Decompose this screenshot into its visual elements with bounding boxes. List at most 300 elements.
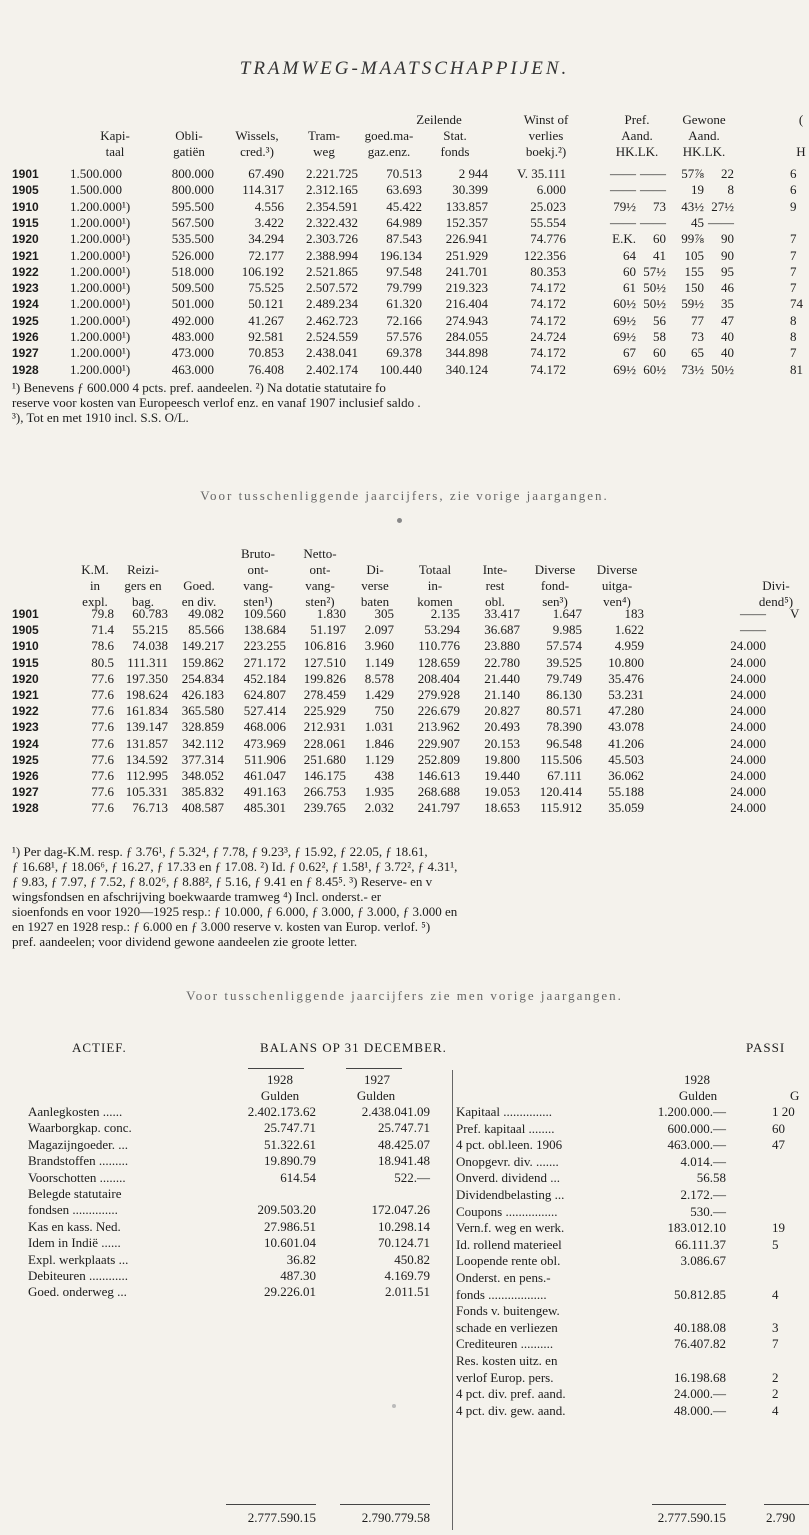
table-cell: 76.713 (132, 800, 168, 816)
table-cell: 2.388.994 (306, 247, 358, 263)
table-cell: 74 (790, 296, 803, 312)
table-cell: 76.408 (248, 361, 284, 377)
table-cell: 49.082 (188, 606, 224, 621)
table-cell: 24.724 (530, 329, 566, 344)
table-cell: 1928 (12, 362, 39, 377)
liability-value-1927: 2 (772, 1369, 779, 1385)
table-cell: 1928 (12, 801, 39, 816)
table-cell: 70.853 (248, 345, 284, 361)
liability-label: 4 pct. div. gew. aand. (456, 1402, 566, 1418)
table-cell: 161.834 (125, 703, 168, 719)
table-cell: 73 (691, 329, 704, 344)
liability-label: Fonds v. buitengew. (456, 1303, 560, 1319)
column-header-totaal: Totaal (418, 562, 452, 577)
actief-heading: ACTIEF. (72, 1040, 127, 1055)
gulden-left-1928: Gulden (260, 1088, 300, 1103)
table-cell: 22.780 (484, 654, 520, 670)
table-cell: 9.985 (552, 622, 582, 638)
table-cell: 348.052 (181, 768, 224, 783)
column-header-totaal: komen (417, 594, 453, 609)
table-cell: 6 (790, 182, 797, 198)
table-cell: 60 (653, 231, 666, 247)
table-cell: 2.135 (430, 606, 460, 621)
column-header-wissels: cred.³) (240, 144, 274, 159)
liability-value-1927: 3 (772, 1319, 779, 1335)
table-cell: —— (610, 166, 636, 181)
table-cell: 2.097 (364, 622, 394, 638)
table-cell: 85.566 (188, 622, 224, 638)
table-cell: 41.206 (608, 735, 644, 751)
table-cell: 1927 (12, 785, 39, 800)
total-rule (226, 1504, 316, 1505)
footnote-line: ƒ 9.83, ƒ 7.97, ƒ 7.52, ƒ 8.02⁶, ƒ 8.88², ƒ 5.16, ƒ 9.41 en ƒ 8.45⁵. ³) Reserve- en v (12, 874, 433, 889)
liability-label: Coupons ................ (456, 1203, 558, 1219)
table-cell: —— (708, 214, 734, 230)
table-cell: 279.928 (417, 687, 460, 702)
table-cell: 45.503 (608, 751, 644, 767)
liability-label: Onopgevr. div. ....... (456, 1153, 559, 1169)
table-cell: 1.200.000¹) (70, 231, 131, 247)
liability-label: Dividendbelasting ... (456, 1187, 565, 1202)
asset-value-1927: 450.82 (394, 1251, 430, 1267)
liability-value-1928: 16.198.68 (674, 1369, 726, 1385)
table-cell: 106.192 (241, 263, 284, 279)
table-cell: 74.172 (530, 280, 566, 296)
column-header-cut: H (796, 144, 806, 159)
table-cell: 96.548 (546, 735, 582, 751)
table-cell: 41.267 (248, 312, 284, 328)
liability-value-1927: 47 (772, 1137, 785, 1153)
table-cell: 50½ (643, 280, 666, 296)
table-cell: 342.112 (182, 735, 224, 751)
total-left-1928: 2.777.590.15 (247, 1510, 316, 1525)
table-cell: 71.4 (91, 622, 114, 638)
table-cell: 72.177 (248, 247, 284, 263)
table-cell: 159.862 (181, 654, 224, 670)
table-cell: 223.255 (243, 638, 286, 654)
table-cell: 149.217 (181, 638, 224, 654)
table-cell: 19 (691, 182, 704, 198)
column-header-tramweg: weg (313, 144, 335, 159)
liability-value-1928: 463.000.— (667, 1137, 726, 1153)
table-cell: 74.038 (132, 638, 168, 654)
column-header-goed: en div. (181, 594, 217, 609)
table-row (0, 329, 809, 345)
table-cell: 86.130 (546, 687, 582, 702)
column-header-uitga: Diverse (596, 562, 638, 577)
table-cell: 34.294 (248, 231, 284, 247)
table-cell: 122.356 (523, 247, 566, 263)
liability-value-1928: 40.188.08 (674, 1319, 726, 1335)
table-cell: 24.000 (730, 800, 766, 816)
table-cell: 2.521.865 (306, 263, 358, 279)
asset-value-1927: 522.— (394, 1169, 430, 1185)
table-cell: 527.414 (243, 703, 286, 719)
asset-value-1928: 27.986.51 (264, 1218, 316, 1234)
column-header-reizigers: gers en (124, 578, 162, 593)
table-cell: 485.301 (243, 800, 286, 816)
table-cell: 97.548 (386, 263, 422, 279)
asset-label: Aanlegkosten ...... (28, 1104, 123, 1119)
table-cell: 2.303.726 (306, 231, 358, 247)
table-cell: 47.280 (608, 703, 644, 719)
table-cell: 595.500 (171, 198, 214, 214)
table-cell: 535.500 (171, 231, 214, 247)
column-header-reizigers: Reizi- (127, 562, 159, 577)
table-cell: —— (640, 214, 666, 230)
asset-label: Belegde statutaire (28, 1186, 122, 1201)
table-cell: 120.414 (539, 784, 582, 800)
footnote-line: pref. aandeelen; voor dividend gewone aandeelen zie groote letter. (12, 934, 358, 949)
table-cell: 146.613 (417, 768, 460, 783)
table-cell: 24.000 (730, 768, 766, 783)
table-cell: 1922 (12, 704, 39, 719)
table-row (0, 280, 809, 296)
table-cell: —— (610, 214, 636, 230)
table-cell: 8 (727, 182, 734, 198)
table-cell: 155 (684, 263, 704, 279)
table-cell: 1.830 (316, 606, 346, 621)
asset-value-1928: 29.226.01 (264, 1284, 316, 1300)
total-right-1928: 2.777.590.15 (657, 1510, 726, 1525)
table-cell: 57.574 (546, 638, 582, 654)
column-header-diverse: baten (360, 594, 390, 609)
table-cell: 2.402.174 (306, 361, 358, 377)
table-cell: 2.322.432 (306, 214, 358, 230)
liability-label: Onderst. en pens.- (456, 1270, 551, 1285)
column-header-kapitaal: taal (105, 144, 125, 159)
table-cell: 6.000 (536, 182, 566, 198)
table-cell: 63.693 (386, 182, 422, 198)
column-header-km: K.M. (81, 562, 109, 577)
column-header-gewone: HK.LK. (682, 144, 726, 159)
table-cell: 252.809 (417, 751, 460, 767)
table-cell: 99⅞ (681, 231, 704, 247)
table-cell: 501.000 (171, 296, 214, 312)
liability-value-1928: 530.— (690, 1203, 726, 1219)
asset-value-1927: 2.438.041.09 (361, 1104, 430, 1119)
table-cell: 87.543 (386, 231, 422, 247)
footnote-line: ¹) Benevens ƒ 600.000 4 pcts. pref. aandeelen. ²) Na dotatie statutaire fo (12, 380, 386, 395)
table-cell: 800.000 (171, 182, 214, 198)
center-divider (452, 1070, 453, 1530)
table-row (0, 638, 809, 654)
table-cell: 2.312.165 (306, 182, 358, 198)
gulden-right-1928: Gulden (678, 1088, 718, 1103)
liability-value-1927: 1 20 (772, 1104, 795, 1119)
table-cell: 1.200.000¹) (70, 214, 131, 230)
table-cell: 92.581 (248, 329, 284, 344)
table-cell: 196.134 (379, 247, 422, 263)
column-header-bruto: Bruto- (241, 546, 275, 561)
column-header-winst: verlies (528, 128, 564, 143)
table-cell: 43.078 (608, 719, 644, 735)
liability-label: schade en verliezen (456, 1319, 558, 1335)
liability-value-1928: 2.172.— (680, 1187, 726, 1202)
asset-label: fondsen .............. (28, 1202, 118, 1218)
table-cell: 2.489.234 (306, 296, 358, 312)
table-cell: 50½ (643, 296, 666, 312)
table-cell: 56 (653, 312, 666, 328)
table-cell: 473.000 (171, 345, 214, 361)
table-cell: 1920 (12, 232, 39, 247)
table-cell: 134.592 (125, 751, 168, 767)
table-cell: 40 (721, 345, 734, 361)
column-header-bruto: ont- (247, 562, 269, 577)
column-header-goed: gaz.enz. (367, 144, 411, 159)
liability-value-1927: 5 (772, 1236, 779, 1252)
liability-label: Id. rollend materieel (456, 1236, 562, 1252)
table-cell: 800.000 (171, 166, 214, 181)
table-cell: 241.701 (445, 263, 488, 279)
table-cell: 483.000 (171, 329, 214, 344)
table-cell: 365.580 (181, 703, 224, 719)
table-cell: 3.960 (364, 638, 394, 654)
table-cell: 27½ (711, 198, 734, 214)
column-header-reizigers: bag. (131, 594, 155, 609)
asset-value-1928: 51.322.61 (264, 1136, 316, 1152)
liability-label: 4 pct. div. pref. aand. (456, 1386, 566, 1402)
table-cell: 90 (721, 247, 734, 263)
column-header-netto: Netto- (303, 546, 337, 561)
table-cell: 77.6 (91, 687, 114, 702)
liability-label: verlof Europ. pers. (456, 1369, 554, 1385)
table-cell: 128.659 (417, 654, 460, 670)
year-1928-right: 1928 (684, 1072, 710, 1087)
table-cell: 112.995 (126, 768, 168, 783)
table-cell: 452.184 (243, 670, 286, 686)
column-header-fond: fond- (540, 578, 570, 593)
liability-label: 4 pct. obl.leen. 1906 (456, 1137, 563, 1153)
table-cell: 241.797 (417, 800, 460, 816)
table-cell: 55.215 (132, 622, 168, 638)
column-header-interest: obl. (485, 594, 505, 609)
table-cell: 284.055 (445, 329, 488, 344)
table-cell: 90 (721, 231, 734, 247)
column-header-zeilende: Zeilende (416, 112, 462, 127)
table-cell: 30.399 (452, 182, 488, 198)
column-header-winst: boekj.²) (525, 144, 567, 159)
passief-heading: PASSI (746, 1040, 786, 1055)
table-cell: 21.140 (484, 687, 520, 702)
table-cell: 109.560 (243, 606, 286, 621)
table-cell: 226.679 (417, 703, 460, 719)
liability-value-1927: 4 (772, 1286, 779, 1302)
table-cell: 24.000 (730, 654, 766, 670)
table-cell: 226.941 (445, 231, 488, 247)
liability-value-1928: 66.111.37 (674, 1236, 726, 1252)
table-cell: 8 (790, 312, 797, 328)
column-header-totaal: in- (427, 578, 443, 593)
ornament-dot (392, 1404, 396, 1408)
table-row (0, 800, 809, 816)
table-cell: 19.053 (484, 784, 520, 800)
gulden-right-1927: G (790, 1088, 800, 1103)
table-cell: 58 (653, 329, 666, 344)
table-cell: 1.622 (614, 622, 644, 638)
table-cell: 624.807 (243, 687, 286, 702)
table-cell: 219.323 (445, 280, 488, 296)
operations-table (0, 530, 809, 840)
table-cell: 150 (684, 280, 704, 296)
table-cell: 1922 (12, 264, 39, 279)
footnote-line: ³), Tot en met 1910 incl. S.S. O/L. (12, 410, 189, 425)
table-row (0, 231, 809, 247)
table-cell: 24.000 (730, 703, 766, 719)
table-cell: 133.857 (445, 198, 488, 214)
table-cell: 67.490 (248, 166, 284, 181)
table-cell: 750 (374, 703, 394, 719)
table-cell: 1.200.000¹) (70, 312, 131, 328)
table-cell: 115.912 (540, 800, 582, 816)
asset-value-1928: 10.601.04 (264, 1235, 316, 1251)
total-right-1927: 2.790 (766, 1510, 796, 1525)
table-cell: 1915 (12, 215, 39, 230)
table-cell: 127.510 (303, 654, 346, 670)
column-header-obligatien: gatiën (173, 144, 205, 159)
table-cell: 74.776 (530, 231, 566, 247)
year-1927-left: 1927 (364, 1072, 390, 1087)
table-cell: 75.525 (248, 280, 284, 296)
column-header-goed: goed.ma- (364, 128, 414, 143)
column-header-dividend: Divi- (762, 578, 790, 593)
table-cell: 6 (790, 166, 797, 181)
capital-table (0, 112, 809, 412)
table-cell: 463.000 (171, 361, 214, 377)
table-cell: 408.587 (181, 800, 224, 816)
table-cell: 1.200.000¹) (70, 345, 131, 361)
column-header-km: expl. (82, 594, 108, 609)
table-cell: —— (610, 182, 636, 198)
table-cell: 61.320 (386, 296, 422, 312)
table-cell: 80.5 (91, 654, 114, 670)
table-cell: 105 (684, 247, 704, 263)
table-cell: 518.000 (171, 263, 214, 279)
table-cell: 567.500 (171, 214, 214, 230)
table-cell: 18.653 (484, 800, 520, 816)
table-cell: 278.459 (303, 687, 346, 702)
table-cell: 1923 (12, 281, 39, 296)
table-cell: 78.390 (546, 719, 582, 735)
ornament-dot (397, 518, 402, 523)
table-cell: 24.000 (730, 751, 766, 767)
table-cell: 491.163 (243, 784, 286, 800)
column-header-netto: vang- (305, 578, 335, 593)
table-cell: 35.476 (608, 670, 644, 686)
table-row (0, 313, 809, 329)
table-cell: 3.422 (254, 214, 284, 230)
table-cell: 1925 (12, 752, 39, 767)
table-cell: 36.062 (608, 768, 644, 783)
table-cell: 1.846 (364, 735, 394, 751)
table-cell: 57½ (643, 263, 666, 279)
table-cell: 1.129 (364, 751, 394, 767)
liability-value-1928: 1.200.000.— (657, 1104, 726, 1119)
total-rule (652, 1504, 726, 1505)
table-cell: 385.832 (181, 784, 224, 800)
asset-label: Expl. werkplaats ... (28, 1251, 129, 1267)
table-cell: 24.000 (730, 687, 766, 702)
table-cell: 47 (721, 312, 734, 328)
table-cell: 1.200.000¹) (70, 329, 131, 344)
table-cell: 225.929 (303, 703, 346, 719)
table-cell: 25.023 (530, 198, 566, 214)
table-cell: 69.378 (386, 345, 422, 361)
asset-value-1927: 4.169.79 (384, 1268, 430, 1283)
liability-value-1928: 24.000.— (674, 1386, 726, 1402)
table-cell: 1926 (12, 769, 39, 783)
table-cell: 115.506 (540, 751, 582, 767)
table-cell: 77 (691, 312, 704, 328)
table-cell: 2.221.725 (306, 166, 358, 181)
footnote-line: ƒ 16.68¹, ƒ 18.06⁶, ƒ 16.27, ƒ 17.33 en ƒ 17.08. ²) Id. ƒ 0.62², ƒ 1.58¹, ƒ 3.72², ƒ 4.31¹, (12, 859, 458, 874)
table-cell: 74.172 (530, 361, 566, 377)
table-cell: 46 (721, 280, 734, 296)
asset-value-1928: 209.503.20 (257, 1202, 316, 1218)
table-cell: —— (740, 622, 766, 638)
table-cell: 1.031 (364, 719, 394, 735)
table-cell: 438 (374, 768, 394, 783)
column-header-netto: ont- (309, 562, 331, 577)
column-header-bruto: vang- (243, 578, 273, 593)
table-cell: 8.578 (364, 670, 394, 686)
table-cell: 69½ (613, 361, 636, 377)
table-cell: 57.576 (386, 329, 422, 344)
table-cell: 1924 (12, 297, 39, 312)
table-cell: 35 (721, 296, 734, 312)
table-cell: 208.404 (417, 670, 460, 686)
table-cell: 2.354.591 (306, 198, 358, 214)
table-cell: 461.047 (243, 768, 286, 783)
table-cell: 77.6 (91, 670, 114, 686)
table-cell: 1.647 (552, 606, 582, 621)
table-cell: 60 (653, 345, 666, 361)
table-cell: 1905 (12, 623, 39, 638)
table-row (0, 166, 809, 182)
table-cell: 7 (790, 280, 797, 296)
table-cell: 229.907 (417, 735, 460, 751)
table-cell: 57⅞ (681, 166, 704, 181)
liability-value-1928: 48.000.— (674, 1402, 726, 1418)
table-cell: 1910 (12, 639, 39, 654)
liability-value-1927: 2 (772, 1386, 779, 1402)
table-cell: 1.200.000¹) (70, 247, 131, 263)
table-cell: 1910 (12, 199, 39, 214)
total-left-1927: 2.790.779.58 (361, 1510, 430, 1525)
table-cell: 426.183 (181, 687, 224, 702)
table-row (0, 768, 809, 784)
table-row (0, 182, 809, 198)
table-cell: 77.6 (91, 735, 114, 751)
asset-label: Voorschotten ........ (28, 1169, 126, 1185)
table-cell: 228.061 (303, 735, 346, 751)
table-cell: 251.929 (445, 247, 488, 263)
column-header-pref: Pref. (624, 112, 650, 127)
footnote-line: en 1927 en 1928 resp.: ƒ 6.000 en ƒ 3.000 reserve v. kosten van Europ. verlof. ⁵) (12, 919, 431, 934)
table-cell: 19.800 (484, 751, 520, 767)
liability-label: Kapitaal ............... (456, 1104, 553, 1119)
table-cell: 9 (790, 198, 797, 214)
table-cell: 79.8 (91, 606, 114, 621)
table-cell: 70.513 (386, 166, 422, 181)
asset-value-1927: 18.941.48 (378, 1153, 430, 1169)
table-cell: 1.429 (364, 687, 394, 702)
header-rule (248, 1068, 304, 1069)
table-cell: 19.440 (484, 768, 520, 783)
table-cell: 7 (790, 345, 797, 361)
table-cell: 1.200.000¹) (70, 296, 131, 312)
table-cell: 4.959 (614, 638, 644, 654)
